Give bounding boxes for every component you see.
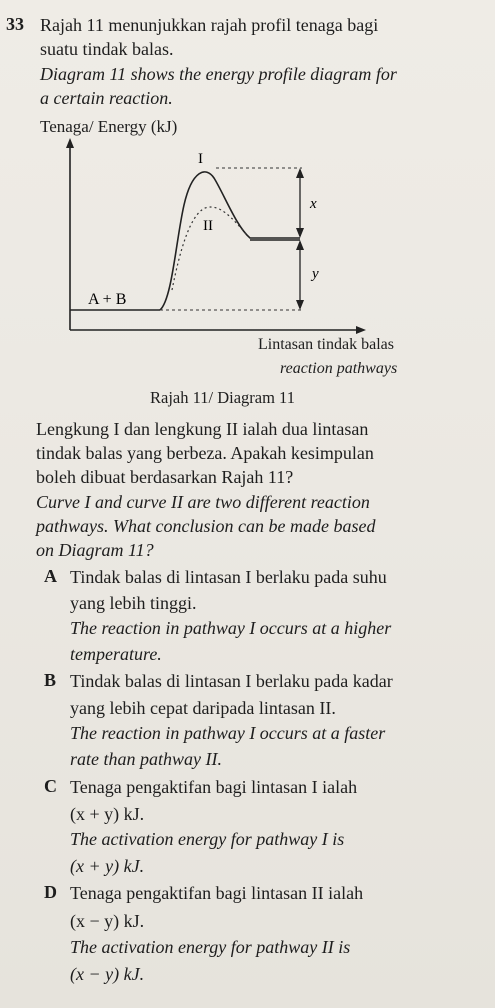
x-variable-label: x — [310, 196, 317, 212]
option-c-en-line-1: The activation energy for pathway I is — [70, 829, 345, 849]
option-c-letter[interactable]: C — [44, 776, 57, 796]
curve-I — [160, 172, 300, 310]
option-b-letter[interactable]: B — [44, 670, 57, 690]
x-axis-label-en: reaction pathways — [280, 360, 398, 377]
option-d-ms-line-1: Tenaga pengaktifan bagi lintasan II ialah — [70, 883, 364, 903]
prompt-en-line-1: Curve I and curve II are two different reaction — [36, 492, 370, 512]
option-b-en-line-1: The reaction in pathway I occurs at a faster — [70, 723, 386, 743]
stem-en-line-1: Diagram 11 shows the energy profile diagram for — [40, 64, 397, 84]
option-c-ms-line-2: (x + y) kJ. — [70, 804, 145, 824]
option-d-en-line-1: The activation energy for pathway II is — [70, 937, 351, 957]
diagram-caption: Rajah 11/ Diagram 11 — [150, 388, 295, 407]
prompt-ms-line-1: Lengkung I dan lengkung II ialah dua lintasan — [36, 419, 369, 439]
option-d-ms-line-2: (x − y) kJ. — [70, 911, 145, 931]
prompt-ms-line-3: boleh dibuat berdasarkan Rajah 11? — [36, 467, 294, 487]
option-a-ms-line-1: Tindak balas di lintasan I berlaku pada suhu — [70, 567, 387, 587]
option-b-en-line-2: rate than pathway II. — [70, 749, 222, 769]
option-d-letter[interactable]: D — [44, 882, 57, 902]
option-c-ms-line-1: Tenaga pengaktifan bagi lintasan I ialah — [70, 777, 358, 797]
y-axis-label: Tenaga/ Energy (kJ) — [40, 117, 178, 136]
option-b-ms-line-2: yang lebih cepat daripada lintasan II. — [70, 698, 336, 718]
energy-profile-diagram — [0, 0, 495, 400]
stem-ms-line-1: Rajah 11 menunjukkan rajah profil tenaga bagi — [40, 15, 379, 35]
option-a-letter[interactable]: A — [44, 566, 57, 586]
option-d-en-line-2: (x − y) kJ. — [70, 964, 145, 984]
prompt-en-line-2: pathways. What conclusion can be made based — [36, 516, 376, 536]
x-axis-label-ms: Lintasan tindak balas — [258, 336, 394, 353]
question-number: 33 — [6, 14, 24, 34]
curve-II-label: II — [203, 218, 213, 234]
stem-en-line-2: a certain reaction. — [40, 88, 173, 108]
x-axis-arrowhead — [356, 326, 366, 334]
prompt-en-line-3: on Diagram 11? — [36, 540, 154, 560]
curve-I-label: I — [198, 151, 203, 167]
option-b-ms-line-1: Tindak balas di lintasan I berlaku pada kadar — [70, 671, 393, 691]
option-a-ms-line-2: yang lebih tinggi. — [70, 593, 197, 613]
option-a-en-line-1: The reaction in pathway I occurs at a higher — [70, 618, 392, 638]
prompt-ms-line-2: tindak balas yang berbeza. Apakah kesimpulan — [36, 443, 374, 463]
stem-ms-line-2: suatu tindak balas. — [40, 39, 174, 59]
y-axis-arrowhead — [66, 138, 74, 148]
y-variable-label: y — [312, 266, 319, 282]
reactant-label: A + B — [88, 291, 127, 308]
option-c-en-line-2: (x + y) kJ. — [70, 856, 145, 876]
option-a-en-line-2: temperature. — [70, 644, 162, 664]
